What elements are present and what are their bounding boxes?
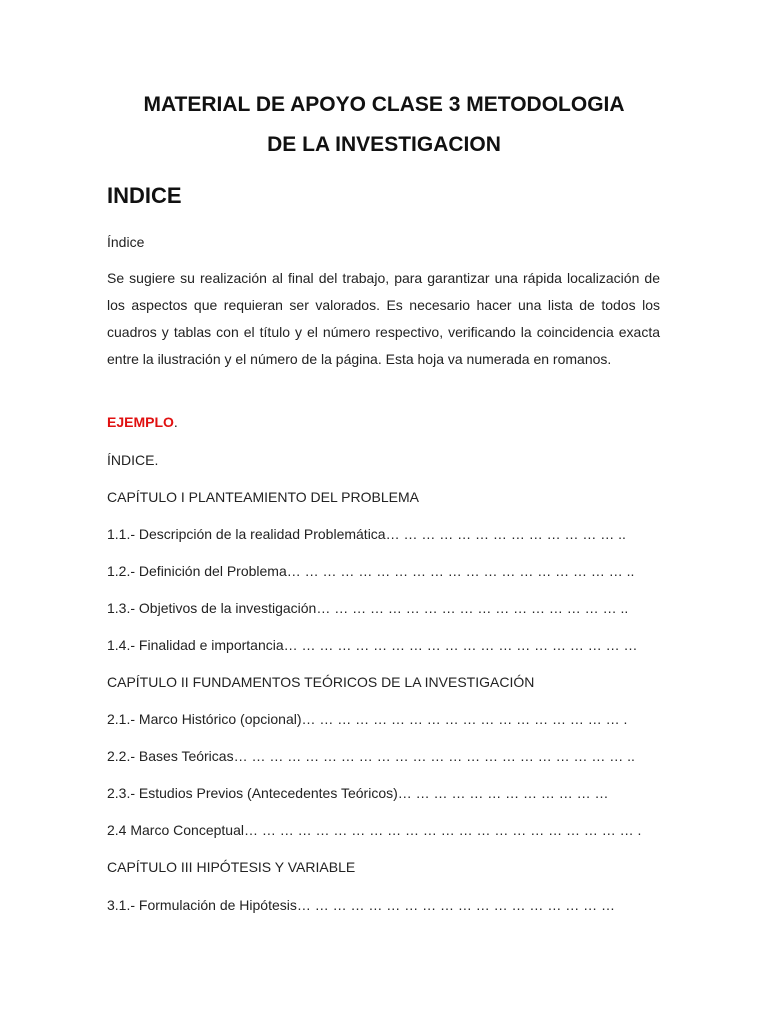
instructions-paragraph: Se sugiere su realización al final del trabajo, para garantizar una rápida localización de los aspectos que requieran ser valorados. Es necesario hacer una lista de todos los cuadros y tablas con el título y el número respectivo, verificando la coincidencia exacta entre la ilustración y el número de la página. Esta hoja va numerada en romanos.: [107, 270, 660, 367]
toc-item-1-3: 1.3.- Objetivos de la investigación… … … … … … … … … … … … … … … … … ..: [107, 600, 629, 616]
toc-chapter-1: CAPÍTULO I PLANTEAMIENTO DEL PROBLEMA: [107, 489, 419, 505]
example-label: EJEMPLO: [107, 414, 174, 430]
document-title-line-1: MATERIAL DE APOYO CLASE 3 METODOLOGIA: [143, 93, 625, 116]
example-suffix: .: [173, 414, 178, 430]
toc-chapter-3: CAPÍTULO III HIPÓTESIS Y VARIABLE: [107, 859, 356, 875]
toc-item-1-4: 1.4.- Finalidad e importancia… … … … … … … … … … … … … … … … … … … …: [107, 637, 638, 653]
toc-item-3-1: 3.1.- Formulación de Hipótesis… … … … … … … … … … … … … … … … … …: [107, 897, 615, 913]
toc-item-2-3: 2.3.- Estudios Previos (Antecedentes Teóricos)… … … … … … … … … … … …: [107, 785, 609, 801]
indice-label: Índice: [107, 234, 145, 250]
toc-item-2-4: 2.4 Marco Conceptual… … … … … … … … … … … … … … … … … … … … … … .: [107, 822, 642, 838]
toc-heading: ÍNDICE.: [107, 452, 159, 468]
toc-item-2-1: 2.1.- Marco Histórico (opcional)… … … … … … … … … … … … … … … … … … .: [107, 711, 628, 727]
toc-chapter-2: CAPÍTULO II FUNDAMENTOS TEÓRICOS DE LA INVESTIGACIÓN: [107, 674, 535, 690]
section-heading-indice: INDICE: [107, 183, 182, 208]
document-title-line-2: DE LA INVESTIGACION: [267, 133, 501, 156]
toc-item-2-2: 2.2.- Bases Teóricas… … … … … … … … … … … … … … … … … … … … … … ..: [107, 748, 635, 764]
toc-item-1-2: 1.2.- Definición del Problema… … … … … … … … … … … … … … … … … … … ..: [107, 563, 635, 579]
example-line: [107, 413, 178, 431]
toc-item-1-1: 1.1.- Descripción de la realidad Problemática… … … … … … … … … … … … … ..: [107, 526, 626, 542]
